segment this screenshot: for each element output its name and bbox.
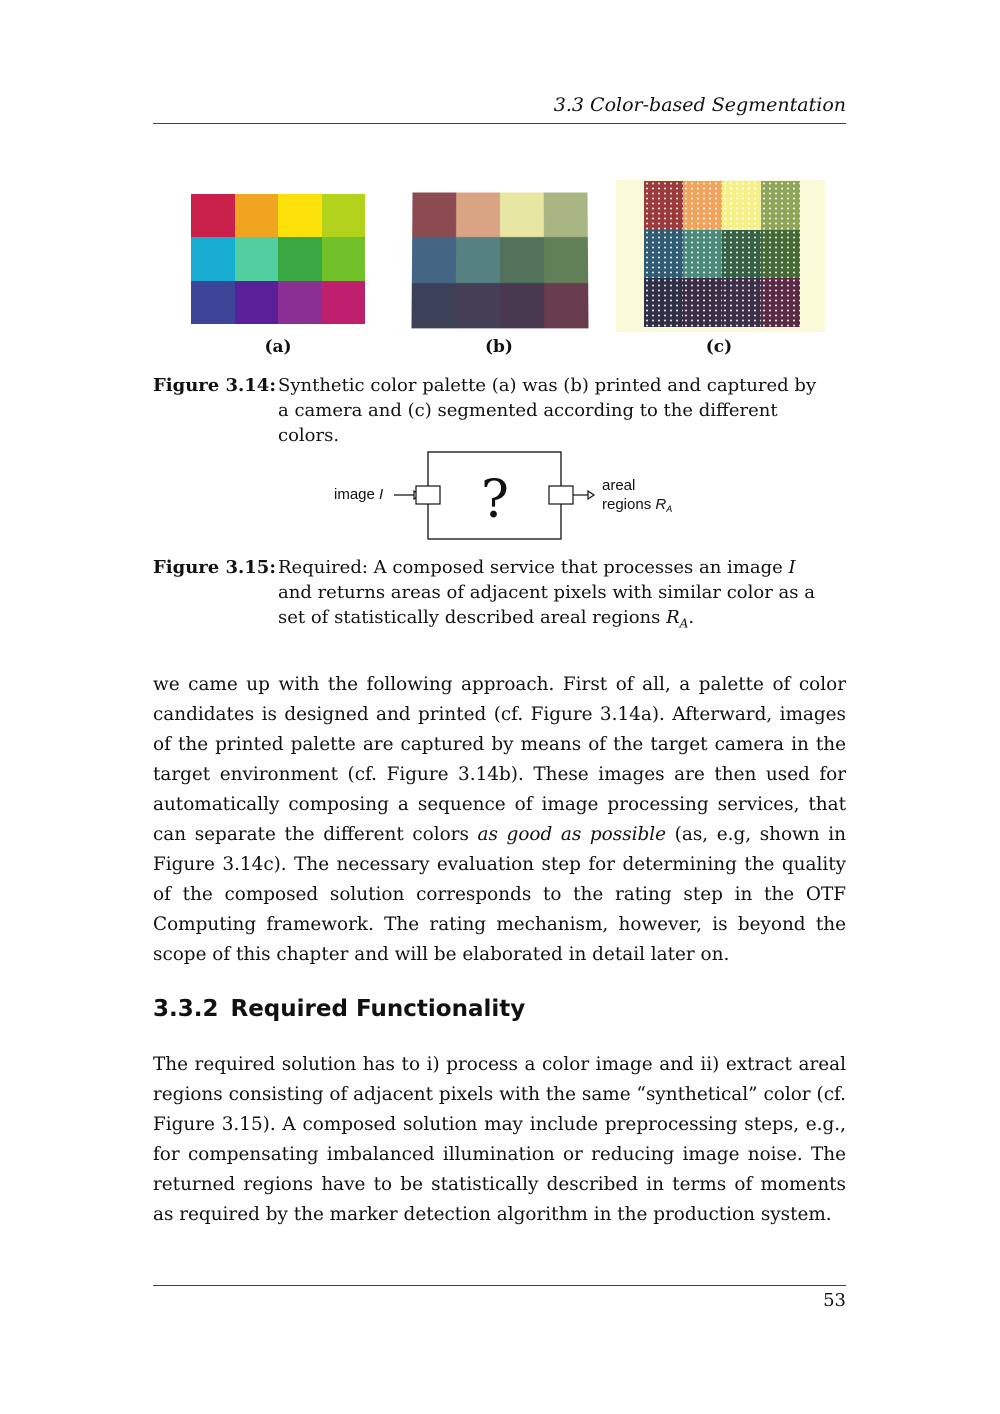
sublabel-c: (c) xyxy=(705,337,733,357)
input-label: image I xyxy=(334,486,384,503)
section-title: Required Functionality xyxy=(230,996,526,1022)
caption-text: Required: A composed service that processes an image I and returns areas of adjacent pixels with similar color as a set of statistically described areal regions $R_A$. xyxy=(278,557,815,631)
palette-b-cell xyxy=(544,237,588,282)
unknown-service-symbol: ? xyxy=(481,470,509,530)
palette-a-cell xyxy=(191,237,235,280)
palette-c-cell xyxy=(683,278,722,327)
sublabel-b: (b) xyxy=(485,337,513,357)
section-heading xyxy=(153,996,525,1022)
body-paragraph: The required solution has to i) process a color image and ii) extract areal regions consisting of adjacent pixels with the same “synthetical” color (cf. Figure 3.15). A composed solution may include preprocessing steps, e.g., for compensating imbalanced illumination or reducing image noise. The returned regions have to be statistically described in terms of moments as required by the marker detection algorithm in the production system. xyxy=(153,1054,846,1225)
palette-a-cell xyxy=(191,281,235,324)
palette-b-cell xyxy=(544,283,588,329)
palette-b-cell xyxy=(544,192,588,237)
header-rule xyxy=(153,123,846,124)
palette-c-cell xyxy=(644,181,683,230)
palette-c-cell xyxy=(761,278,800,327)
palette-a-cell xyxy=(278,237,322,280)
palette-a-cell xyxy=(322,237,366,280)
palette-b-image xyxy=(411,192,588,328)
caption-label: Figure 3.15: xyxy=(153,557,276,578)
running-head: 3.3 Color-based Segmentation xyxy=(553,94,846,116)
caption-text: Synthetic color palette (a) was (b) printed and captured by a camera and (c) segmented according to the different colors. xyxy=(278,375,817,446)
output-port xyxy=(549,486,573,504)
palette-b-cell xyxy=(500,237,544,282)
palette-b-cell xyxy=(456,192,500,237)
palette-b-cell xyxy=(456,237,500,282)
sublabel-a: (a) xyxy=(264,337,292,357)
palette-c-cell xyxy=(722,181,761,230)
palette-b-cell xyxy=(412,192,456,237)
footer-rule xyxy=(153,1285,846,1286)
palette-a-image xyxy=(191,194,365,324)
palette-a-cell xyxy=(322,194,366,237)
palette-b-cell xyxy=(412,237,456,282)
palette-a-cell xyxy=(235,237,279,280)
palette-a-cell xyxy=(278,281,322,324)
palette-c-cell xyxy=(683,230,722,279)
palette-c-cell xyxy=(761,230,800,279)
input-port xyxy=(416,486,440,504)
page-number: 53 xyxy=(823,1290,846,1311)
figure-3-14-caption xyxy=(153,373,846,446)
output-label-line2: regions $R_A$ xyxy=(602,496,673,514)
palette-c-cell xyxy=(683,181,722,230)
palette-b-cell xyxy=(500,283,544,329)
caption-label: Figure 3.14: xyxy=(153,375,276,396)
palette-a-cell xyxy=(235,194,279,237)
body-paragraph: we came up with the following approach. First of all, a palette of color candidates is designed and printed (cf. Figure 3.14a). Afterward, images of the printed palette are captured by means of the target camera in the target environment (cf. Figure 3.14b). These images are then used for automatically composing a sequence of image processing services, that can separate the different colors as good as possible (as, e.g, shown in Figure 3.14c). The necessary evaluation step for determining the quality of the composed solution corresponds to the rating step in the OTF Computing framework. The rating mechanism, however, is beyond the scope of this chapter and will be elaborated in detail later on. xyxy=(153,674,846,965)
palette-b-cell xyxy=(500,192,544,237)
output-arrowhead xyxy=(588,491,594,499)
palette-a-cell xyxy=(322,281,366,324)
palette-c-image xyxy=(644,181,800,327)
section-number: 3.3.2 xyxy=(153,996,219,1022)
palette-c-cell xyxy=(644,230,683,279)
palette-c-cell xyxy=(722,278,761,327)
output-label-line1: areal xyxy=(602,477,636,494)
palette-c-cell xyxy=(761,181,800,230)
palette-b-cell xyxy=(411,283,455,329)
palette-a-cell xyxy=(191,194,235,237)
service-diagram xyxy=(330,448,690,544)
figure-3-15-caption xyxy=(153,555,846,630)
palette-c-cell xyxy=(722,230,761,279)
palette-b-cell xyxy=(456,283,500,329)
palette-c-cell xyxy=(644,278,683,327)
palette-a-cell xyxy=(235,281,279,324)
palette-a-cell xyxy=(278,194,322,237)
